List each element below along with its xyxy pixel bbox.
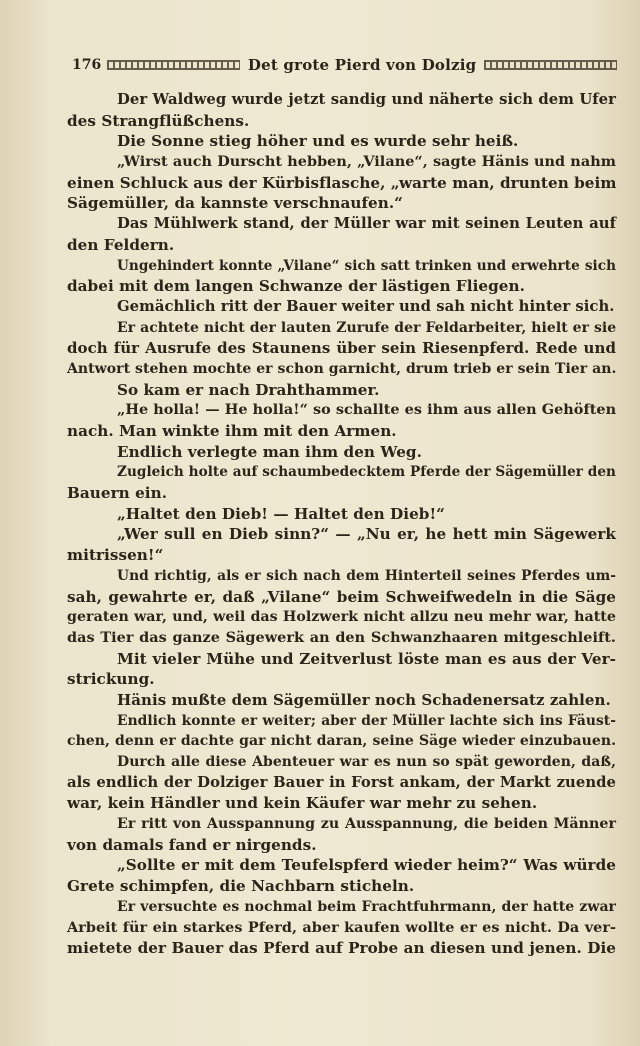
text-line: Und richtig, als er sich nach dem Hinterteil seines Pferdes um- [117,567,616,584]
header-ornament-right [484,60,617,70]
text-line: mietete der Bauer das Pferd auf Probe an diesen und jenen. Die [67,939,616,958]
header-ornament-left [107,60,240,70]
text-line: den Feldern. [67,235,175,254]
text-line: des Strangflüßchens. [67,111,250,130]
text-line: Durch alle diese Abenteuer war es nun so spät geworden, daß, [117,754,616,770]
text-line: dabei mit dem langen Schwanze der lästigen Fliegen. [67,277,525,296]
text-line: nach. Man winkte ihm mit den Armen. [67,422,397,440]
text-line: Er ritt von Ausspannung zu Ausspannung, die beiden Männer [117,816,616,833]
text-line: „Wirst auch Durscht hebben, „Vilane“, sagte Hänis und nahm [117,153,616,171]
page-header [72,55,617,75]
text-line: „Haltet den Dieb! — Haltet den Dieb!“ [117,504,445,523]
text-line: Sägemüller, da kannste verschnaufen.“ [67,194,403,213]
text-line: das Tier das ganze Sägewerk an den Schwanzhaaren mitgeschleift. [67,628,616,646]
text-line: geraten war, und, weil das Holzwerk nicht allzu neu mehr war, hatte [67,609,616,626]
text-line: einen Schluck aus der Kürbisflasche, „warte man, drunten beim [67,173,617,192]
text-line: Der Waldweg wurde jetzt sandig und näherte sich dem Ufer [117,91,616,108]
text-line: Endlich verlegte man ihm den Weg. [117,442,422,461]
text-line: „Wer sull en Dieb sinn?“ — „Nu er, he hett min Sägewerk [117,525,616,544]
text-line: Bauern ein. [67,484,168,503]
text-line: Zugleich holte auf schaumbedecktem Pferde der Sägemüller den [117,464,616,481]
text-line: als endlich der Dolziger Bauer in Forst ankam, der Markt zuende [67,773,616,791]
text-line: von damals fand er nirgends. [67,835,317,854]
text-line: sah, gewahrte er, daß „Vilane“ beim Schweifwedeln in die Säge [67,587,616,606]
text-line: „Sollte er mit dem Teufelspferd wieder heim?“ Was würde [117,856,616,875]
text-line: Gemächlich ritt der Bauer weiter und sah nicht hinter sich. [117,297,615,315]
text-line: Er achtete nicht der lauten Zurufe der Feldarbeiter, hielt er sie [117,319,617,336]
text-line: Ungehindert konnte „Vilane“ sich satt trinken und erwehrte sich [117,257,616,274]
text-line: Hänis mußte dem Sägemüller noch Schadenersatz zahlen. [117,690,611,709]
text-line: Die Sonne stieg höher und es wurde sehr heiß. [117,132,519,151]
page-number: 176 [72,57,102,73]
text-line: Endlich konnte er weiter; aber der Müller lachte sich ins Fäust- [117,712,616,729]
text-line: war, kein Händler und kein Käufer war mehr zu sehen. [67,794,538,813]
text-line: „He holla! — He holla!“ so schallte es ihm aus allen Gehöften [117,401,617,419]
text-line: Mit vieler Mühe und Zeitverlust löste man es aus der Ver- [117,649,616,668]
text-line: Antwort stehen mochte er schon garnicht, drum trieb er sein Tier an. [67,360,617,377]
running-title: Det grote Pierd von Dolzig [247,56,477,74]
text-line: Grete schimpfen, die Nachbarn sticheln. [67,877,415,896]
text-line: Das Mühlwerk stand, der Müller war mit seinen Leuten auf [117,215,616,233]
text-line: mitrissen!“ [67,546,164,565]
text-line: Er versuchte es nochmal beim Frachtfuhrmann, der hatte zwar [117,898,616,915]
body-text [67,90,616,959]
text-line: strickung. [67,670,155,689]
text-line: Arbeit für ein starkes Pferd, aber kaufen wollte er es nicht. Da ver- [67,918,616,936]
text-line: chen, denn er dachte gar nicht daran, seine Säge wieder einzubauen. [67,733,616,750]
text-line: doch für Ausrufe des Staunens über sein Riesenpferd. Rede und [67,339,616,358]
text-line: So kam er nach Drahthammer. [117,380,380,399]
